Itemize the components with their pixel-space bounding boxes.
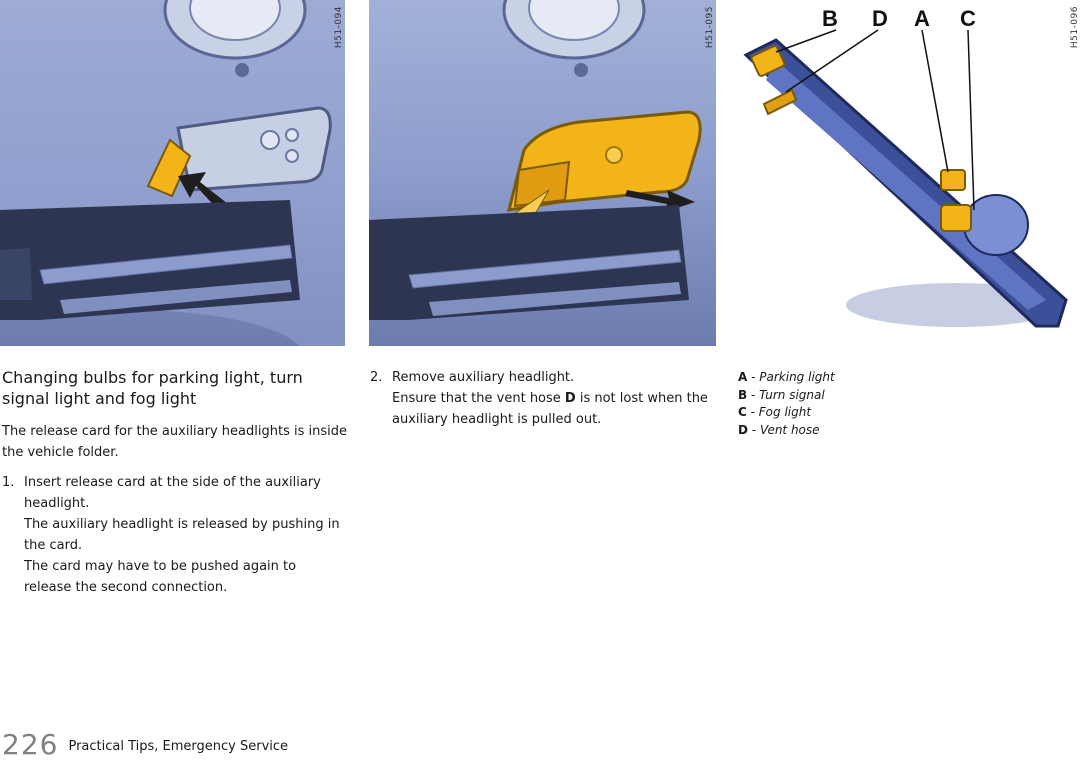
legend-sep: - xyxy=(747,422,760,437)
parking-light-bulb xyxy=(941,170,965,190)
middle-column xyxy=(370,367,710,430)
figure-headlight-unit xyxy=(736,0,1081,346)
figure-code: H51-095 xyxy=(705,6,715,49)
legend-item xyxy=(738,387,938,405)
figure-remove-headlight xyxy=(369,0,716,346)
steps-list xyxy=(370,367,710,430)
intro-paragraph: The release card for the auxiliary headlights is inside the vehicle folder. xyxy=(2,424,347,460)
front-bumper-illustration-2 xyxy=(369,0,716,346)
legend-sep: - xyxy=(747,370,760,384)
legend-sep: - xyxy=(746,405,759,419)
callout-b: B xyxy=(822,6,838,31)
step-line xyxy=(392,388,710,430)
front-bumper-illustration-1 xyxy=(0,0,345,346)
page-number: 226 xyxy=(2,728,59,761)
legend-item xyxy=(738,422,938,440)
key-letter: D xyxy=(564,391,576,406)
legend-key: C xyxy=(738,405,747,419)
step-number: 1. xyxy=(2,475,15,490)
left-column xyxy=(2,367,347,598)
section-title: Practical Tips, Emergency Service xyxy=(68,739,289,754)
figure-code: H51-094 xyxy=(334,6,344,49)
legend-label: Fog light xyxy=(758,405,812,419)
step-number: 2. xyxy=(370,370,383,385)
legend-item xyxy=(738,404,938,422)
figure-code: H51-096 xyxy=(1070,6,1080,49)
callout-d: D xyxy=(872,6,888,31)
step-text: Ensure that the vent hose xyxy=(392,391,565,406)
legend-key: A xyxy=(738,370,748,384)
step-line: Remove auxiliary headlight. xyxy=(392,370,575,385)
step-2 xyxy=(370,367,710,430)
figure-release-card xyxy=(0,0,345,346)
legend-key: B xyxy=(738,387,748,402)
auxiliary-headlight-unit-illustration xyxy=(736,0,1081,346)
callout-c: C xyxy=(960,6,976,31)
legend-sep: - xyxy=(747,387,760,402)
steps-list xyxy=(2,472,347,598)
step-line: Insert release card at the side of the auxiliary headlight. xyxy=(24,475,321,511)
callout-a: A xyxy=(914,6,930,31)
step-text: is not lost when the auxiliary headlight is pulled out. xyxy=(392,391,708,427)
step-1 xyxy=(2,472,347,598)
legend-item xyxy=(738,369,938,387)
legend-label: Vent hose xyxy=(759,422,820,437)
section-heading: Changing bulbs for parking light, turn signal light and fog light xyxy=(2,368,303,408)
legend-label: Parking light xyxy=(759,370,835,384)
fog-light-bulb xyxy=(941,205,971,231)
step-line: The card may have to be pushed again to release the second connection. xyxy=(24,559,297,595)
step-line: The auxiliary headlight is released by pushing in the card. xyxy=(24,517,340,553)
page-footer xyxy=(2,728,288,761)
legend xyxy=(738,369,938,439)
legend-label: Turn signal xyxy=(759,387,825,402)
legend-key: D xyxy=(738,422,748,437)
